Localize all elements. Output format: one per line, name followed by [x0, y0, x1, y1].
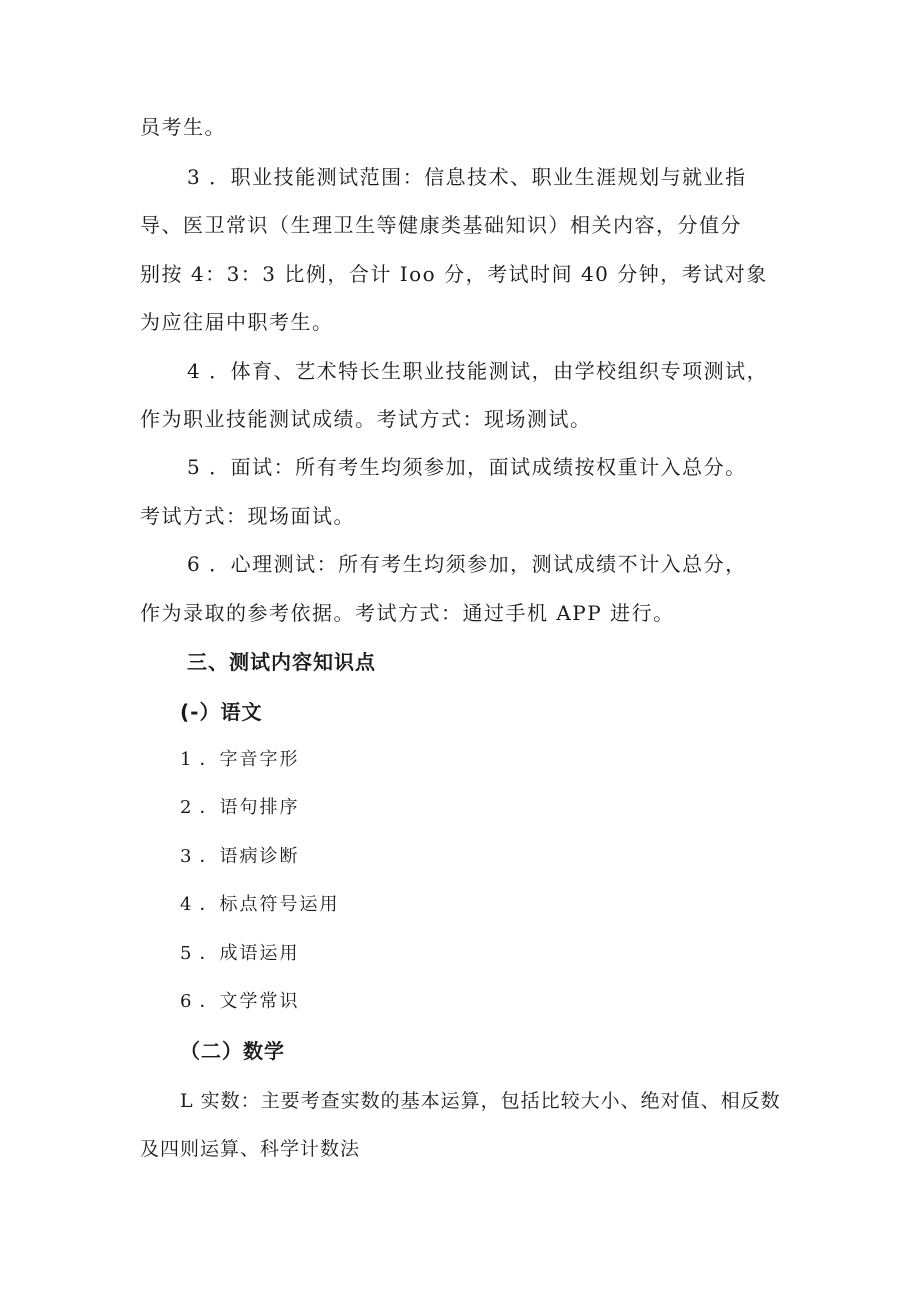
list-item: [180, 940, 299, 968]
list-item: [180, 843, 299, 871]
list-item-number: 4: [180, 894, 194, 915]
list-item: [180, 746, 299, 774]
list-item-text: ．语病诊断: [199, 846, 300, 867]
list-item-text: ．字音字形: [199, 749, 300, 770]
list-item-number: 6: [180, 991, 194, 1012]
paragraph-line: 及四则运算、科学计数法: [140, 1138, 361, 1160]
subsection-heading-chinese: (-）语文: [180, 700, 263, 724]
list-item: [180, 794, 299, 822]
paragraph-line: 6 ．心理测试：所有考生均须参加，测试成绩不计入总分，: [187, 552, 747, 576]
paragraph-line: 为应往届中职考生。: [140, 310, 334, 334]
list-item: [180, 988, 299, 1016]
paragraph-line: 导、医卫常识（生理卫生等健康类基础知识）相关内容，分值分: [140, 213, 742, 237]
paragraph-line: 4 ．体育、艺术特长生职业技能测试，由学校组织专项测试，: [187, 359, 769, 383]
paragraph-line: 作为职业技能测试成绩。考试方式：现场测试。: [140, 407, 592, 431]
list-item-text: ．语句排序: [199, 797, 300, 818]
paragraph-line: 5 ．面试：所有考生均须参加，面试成绩按权重计入总分。: [187, 455, 747, 479]
subsection-heading-math: （二）数学: [180, 1039, 285, 1063]
list-item-number: 3: [180, 846, 194, 867]
section-heading: 三、测试内容知识点: [187, 650, 376, 674]
list-item-text: ．成语运用: [199, 943, 300, 964]
list-item-number: 1: [180, 749, 194, 770]
list-item-text: ．文学常识: [199, 991, 300, 1012]
list-item-number: 2: [180, 797, 194, 818]
list-item: [180, 891, 339, 919]
paragraph-line: 考试方式：现场面试。: [140, 504, 355, 528]
paragraph-line: L 实数：主要考查实数的基本运算，包括比较大小、绝对值、相反数: [180, 1090, 781, 1112]
list-item-text: ．标点符号运用: [199, 894, 340, 915]
paragraph-line: 别按 4：3：3 比例，合计 Ioo 分，考试时间 40 分钟，考试对象: [140, 262, 768, 286]
list-item-number: 5: [180, 943, 194, 964]
paragraph-line: 员考生。: [140, 115, 226, 139]
paragraph-line: 作为录取的参考依据。考试方式：通过手机 APP 进行。: [140, 601, 675, 625]
paragraph-line: 3 ．职业技能测试范围：信息技术、职业生涯规划与就业指: [187, 165, 747, 189]
